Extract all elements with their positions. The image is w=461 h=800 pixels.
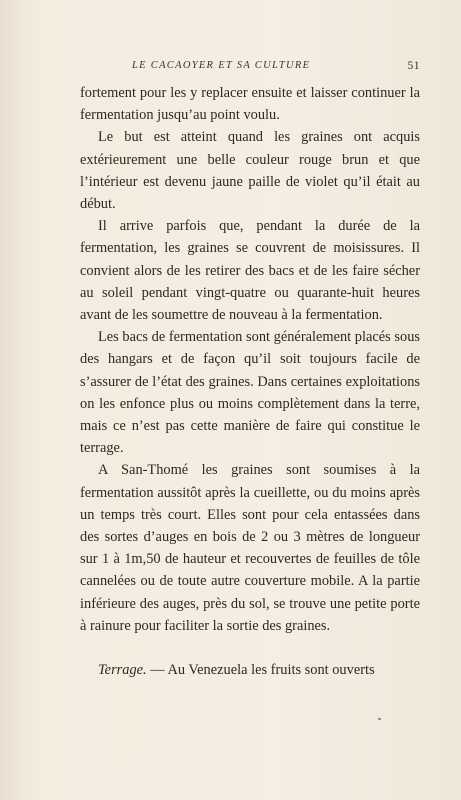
paragraph: Le but est atteint quand les graines ont acquis extérieurement une belle couleur rouge brun et que l’intérieur est devenu jaune paille de violet qu’il était au début.: [80, 129, 420, 213]
paragraph-continuation: fortement pour les y replacer ensuite et laisser continuer la fermentation jusqu’au point voulu.: [80, 85, 420, 124]
paragraph: A San-Thomé les graines sont soumises à la fermentation aussitôt après la cueillette, ou du moins après un temps très court. Elles sont pour cela entassées dans des sortes d’auges en bois de 2 ou 3 mètres de longueur sur 1 à 1m,50 de hauteur et recouvertes de feuilles de tôle cannelées ou de toute autre couverture mobile. A la partie inférieure des auges, près du sol, se trouve une petite porte à rainure pour faciliter la sortie des graines.: [80, 462, 420, 634]
section-text: — Au Venezuela les fruits sont ouverts: [146, 662, 375, 679]
running-head-title: LE CACAOYER ET SA CULTURE: [132, 60, 311, 71]
section-heading: Terrage.: [98, 662, 147, 679]
section-paragraph: [80, 659, 420, 681]
page-number: 51: [407, 60, 420, 72]
ink-speck: [378, 718, 381, 720]
section-gap: [80, 637, 420, 659]
paragraph: Il arrive parfois que, pendant la durée de la fermentation, les graines se couvrent de moisissures. Il convient alors de les retirer des bacs et de les faire sécher au soleil pendant vingt-quatre ou quarante-huit heures avant de les soumettre de nouveau à la fermentation.: [80, 218, 420, 324]
paragraph: Les bacs de fermentation sont généralement placés sous des hangars et de façon qu’il soit toujours facile de s’assurer de l’état des graines. Dans certaines exploitations on les enfonce plus ou moins complètement dans la terre, mais ce n’est pas cette manière de faire qui constitue le terrage.: [80, 329, 420, 457]
body-text: [80, 82, 420, 681]
